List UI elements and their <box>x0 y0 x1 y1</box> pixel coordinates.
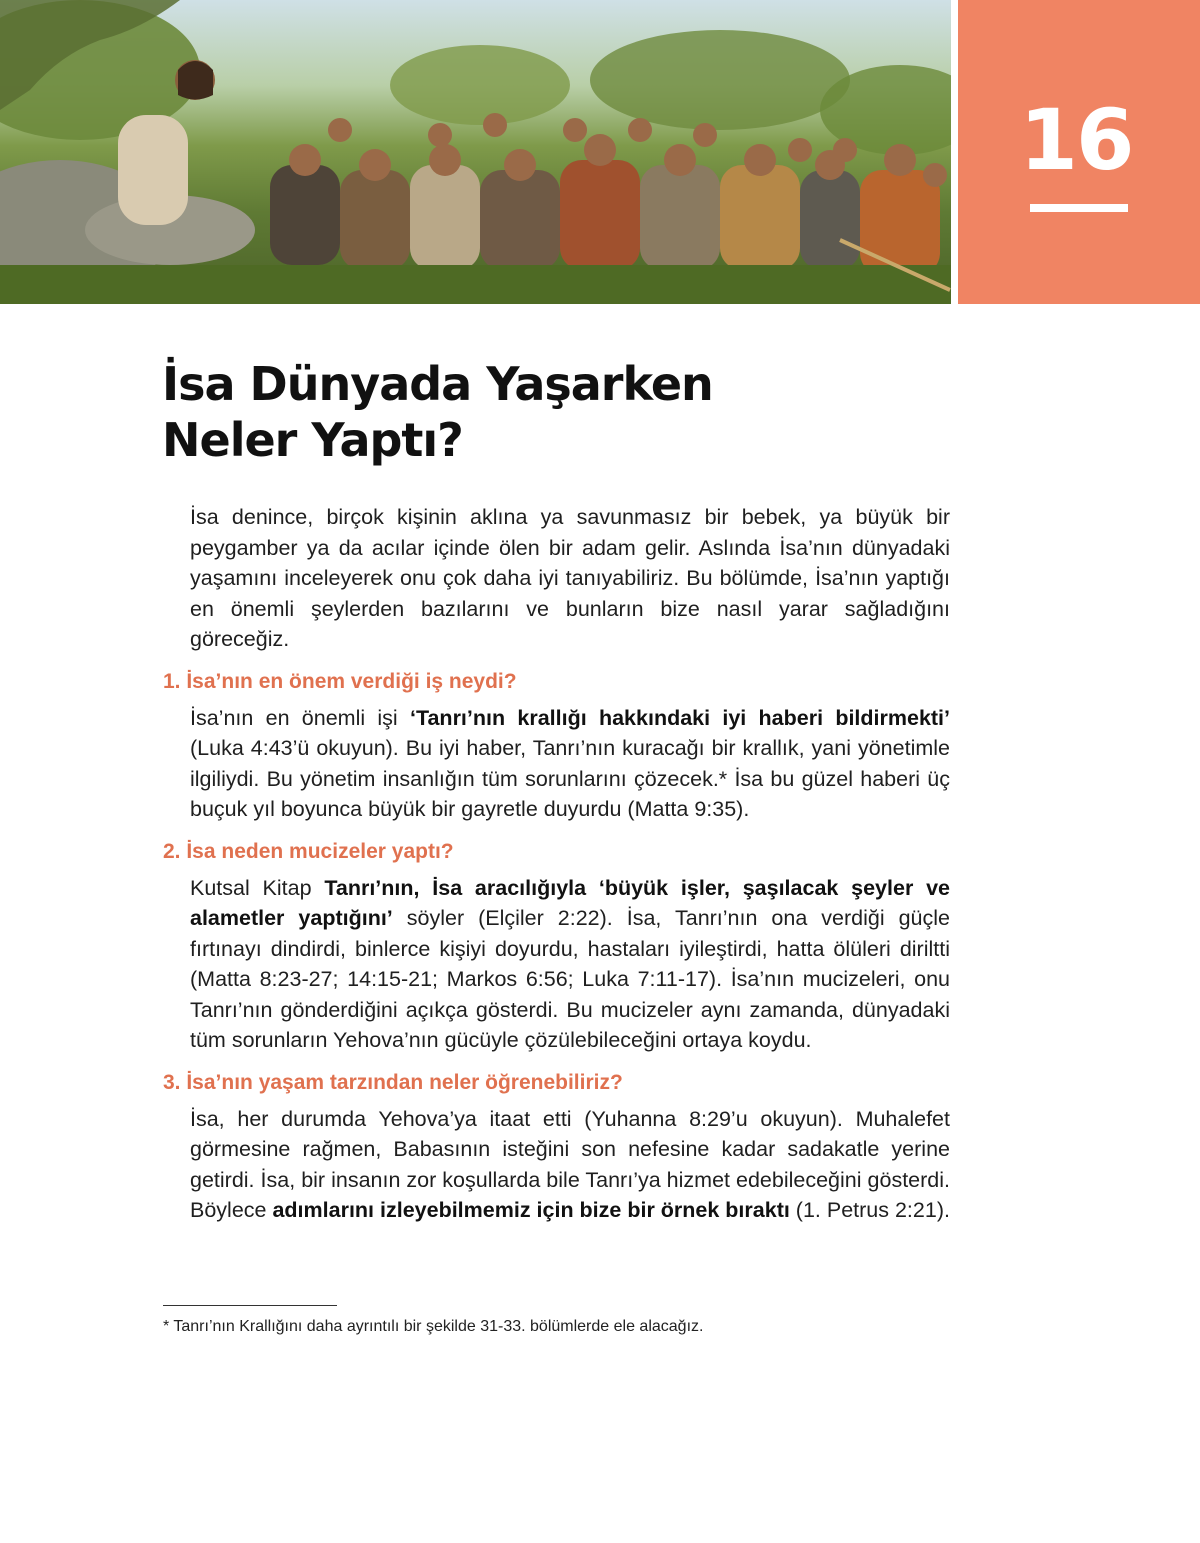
answer-2-text: Kutsal Kitap <box>190 875 325 900</box>
chapter-number: 16 <box>1019 91 1133 189</box>
article-body <box>163 502 951 1226</box>
chapter-underline <box>1030 204 1128 212</box>
answer-2-bold: Tanrı’nın, İsa aracılığıyla ‘büyük işler, şaşılacak şeyler ve alametler yaptığını’ <box>190 875 950 930</box>
intro-paragraph: İsa denince, birçok kişinin aklına ya savunmasız bir bebek, ya büyük bir peygamber ya da acılar içinde ölen bir adam gelir. Aslında İsa’nın dünyadaki yaşamını inceleyerek onu çok daha iyi tanıyabiliriz. Bu bölümde, İsa’nın yaptığı en önemli şeylerden bazılarını ve bunların bize nasıl yarar sağladığını göreceğiz. <box>190 505 950 651</box>
footnote: * Tanrı’nın Krallığını daha ayrıntılı bir şekilde 31-33. bölümlerde ele alacağız. <box>163 1318 704 1335</box>
question-2: 2. İsa neden mucizeler yaptı? <box>163 839 454 863</box>
title-line-2: Neler Yaptı? <box>162 413 463 467</box>
answer-1-text: İsa’nın en önemli işi <box>190 705 410 730</box>
answer-1-bold: ‘Tanrı’nın krallığı hakkındaki iyi haberi bildirmekti’ <box>409 705 951 730</box>
answer-2-text-end: söyler (Elçiler 2:22). İsa, Tanrı’nın ona verdiği güçle fırtınayı dindirdi, binlerce kişiyi doyurdu, hastaları iyileştirdi, hatta ölüleri diriltti (Matta 8:23-27; 14:15-21; Markos 6:56; Luka 7:11-17). İsa’nın mucizeleri, onu Tanrı’nın gönderdiğini açıkça gösterdi. Bu mucizeler aynı zamanda, dünyadaki tüm sorunların Yehova’nın gücüyle çözülebileceğini ortaya koydu. <box>190 906 950 1052</box>
answer-1 <box>190 703 950 825</box>
footnote-divider <box>163 1305 337 1306</box>
answer-2 <box>190 873 950 1056</box>
title-line-1: İsa Dünyada Yaşarken <box>162 357 713 411</box>
question-3: 3. İsa’nın yaşam tarzından neler öğrenebiliriz? <box>163 1070 623 1094</box>
chapter-badge <box>958 0 1200 304</box>
answer-1-text-end: (Luka 4:43’ü okuyun). Bu iyi haber, Tanrı’nın kuracağı bir krallık, yani yönetimle ilgiliydi. Bu yönetim insanlığın tüm sorunlarını çözecek.* İsa bu güzel haberi üç buçuk yıl boyunca büyük bir gayretle duyurdu (Matta 9:35). <box>190 736 950 821</box>
answer-3-text-end: (1. Petrus 2:21). <box>789 1198 950 1222</box>
answer-3-text: İsa, her durumda Yehova’ya itaat etti (Yuhanna 8:29’u okuyun). Muhalefet görmesine rağmen, Babasının isteğini son nefesine kadar sadakatle yerine getirdi. İsa, bir insanın zor koşullarda bile Tanrı’ya hizmet edebileceğini gösterdi. Böylece <box>190 1106 950 1222</box>
hero-image <box>0 0 951 304</box>
question-1: 1. İsa’nın en önem verdiği iş neydi? <box>163 669 517 693</box>
answer-3-bold: adımlarını izleyebilmemiz için bize bir örnek bıraktı <box>272 1198 790 1222</box>
page-title <box>162 356 862 468</box>
answer-3 <box>190 1104 950 1226</box>
